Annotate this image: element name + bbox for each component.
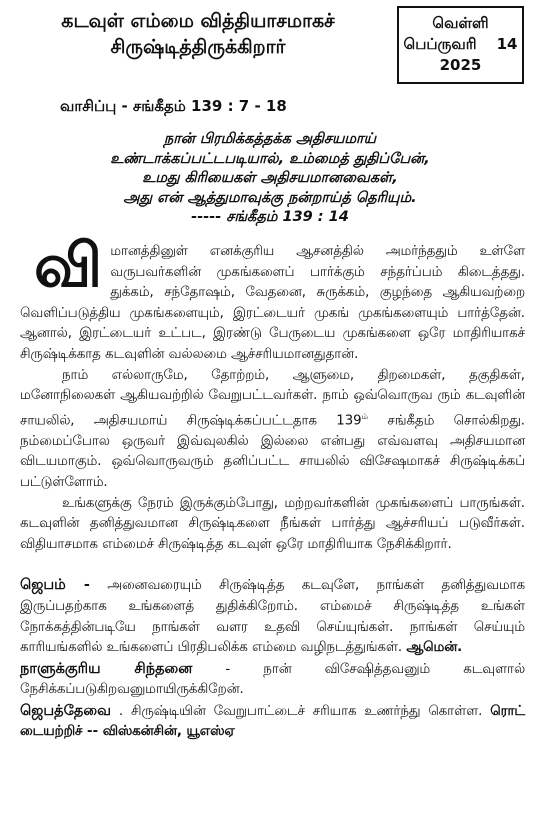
ordinal-suffix: ம் bbox=[361, 411, 369, 421]
date-day: வெள்ளி bbox=[432, 14, 489, 32]
date-month-row bbox=[399, 34, 522, 55]
spacer bbox=[20, 555, 525, 575]
key-verse bbox=[20, 130, 520, 228]
verse-line: உண்டாக்கப்பட்டபடியால், உம்மைத் துதிப்பேன், bbox=[110, 150, 430, 167]
date-number: 14 bbox=[496, 35, 518, 53]
paragraph-2-text-a: நாம் எல்லாருமே, தோற்றம், ஆளுமை, திறமைகள், தகுதிகள், மனோநிலைகள் ஆகியவற்றில் வேறுபட்டவர்கள். நாம் ஒவ்வொருவ ரும் கடவுளின் சாயலில், அதிசயமாய் சிருஷ்டிக்கப்பட்டதாக 139 bbox=[20, 367, 525, 429]
paragraph-1-text: மானத்தினுள் எனக்குரிய ஆசனத்தில் அமர்ந்ததும் உள்ளே வருபவர்களின் முகங்களைப் பார்க்கும் சந்தர்ப்பம் கிடைத்தது. துக்கம், சந்தோஷம், வேதனை, சுருக்கம், குழந்தை ஆகியவற்றை வெளிப்படுத்திய முகங்களையும், இரட்டையர் முகங் முகங்களையும் பார்த்தேன். ஆனால், இரட்டையர் உட்பட, இரண்டு பேருடைய முகங்களை ஒரே மாதிரியாகச் சிருஷ்டிக்காத கடவுளின் வல்லமை ஆச்சரியமானதுதான். bbox=[20, 244, 525, 362]
prayer-topic-label: ஜெபத்தேவை bbox=[20, 702, 111, 719]
date-box bbox=[397, 6, 524, 84]
devotion-title bbox=[18, 8, 378, 60]
prayer-label: ஜெபம் - bbox=[20, 577, 90, 594]
author: ரொட் டையற்றிச் -- விஸ்கன்சின், யூஎஸ்ஏ bbox=[20, 703, 525, 740]
verse-line: நான் பிரமிக்கத்தக்க அதிசயமாய் bbox=[163, 131, 377, 147]
paragraph-3: உங்களுக்கு நேரம் இருக்கும்போது, மற்றவர்களின் முகங்களைப் பாருங்கள். கடவுளின் தனித்துவமான சிருஷ்டிகளை நீங்கள் பார்த்து ஆச்சரியப் படுவீர்கள். விதியாசமாக எம்மைச் சிருஷ்டித்த கடவுள் ஒரே மாதிரியாக நேசிக்கிறார். bbox=[20, 495, 525, 552]
date-month: பெப்ருவரி bbox=[403, 35, 477, 53]
drop-cap: வி bbox=[34, 231, 103, 301]
prayer-topic-text: . சிருஷ்டியின் வேறுபாட்டைச் சரியாக உணர்ந்து கொள்ள. bbox=[110, 703, 491, 719]
paragraph-2 bbox=[20, 366, 525, 494]
prayer-topic bbox=[20, 701, 525, 743]
verse-reference: ----- சங்கீதம் 139 : 14 bbox=[191, 209, 349, 225]
thought-text: - நான் விசேஷித்தவனும் கடவுளால் நேசிக்கப்படுகிறவனுமாயிருக்கிறேன். bbox=[20, 661, 525, 698]
thought-for-day bbox=[20, 659, 525, 701]
date-year: 2025 bbox=[439, 56, 482, 74]
devotion-body bbox=[20, 231, 526, 743]
thought-label: நாளுக்குரிய சிந்தனை bbox=[20, 660, 193, 677]
paragraph-1 bbox=[20, 231, 525, 366]
paragraph-2-text-b: சங்கீதம் சொல்கிறது. நம்மைப்போல ஒருவர் இவ்வுலகில் இல்லை என்பது எவ்வளவு அதிசயமான விடயமாகும். ஒவ்வொருவரும் தனிப்பட்ட சாயலில் விசேஷமாகச் சிருஷ்டிக்கப் பட்டுள்ளோம். bbox=[20, 413, 526, 490]
title-line-2: சிருஷ்டித்திருக்கிறார் bbox=[110, 36, 286, 58]
title-line-1: கடவுள் எம்மை வித்தியாசமாகச் bbox=[61, 10, 335, 32]
scripture-reading: வாசிப்பு - சங்கீதம் 139 : 7 - 18 bbox=[60, 97, 287, 115]
prayer bbox=[20, 575, 525, 658]
amen: ஆமென். bbox=[406, 640, 463, 656]
verse-line: உமது கிரியைகள் அதிசயமானவைகள், bbox=[142, 170, 398, 186]
verse-line: அது என் ஆத்துமாவுக்கு நன்றாய்த் தெரியும். bbox=[123, 189, 417, 206]
prayer-text: அனைவரையும் சிருஷ்டித்த கடவுளே, நாங்கள் தனித்துவமாக இருப்பதற்காக உங்களைத் துதிக்கிறோம். எம்மைச் சிருஷ்டித்த உங்கள் நோக்கத்தின்படியே நாங்கள் வளர உதவி செய்யுங்கள். நாங்கள் செய்யும் காரியங்களில் உங்களைப் பிரதிபலிக்க எம்மை வழிநடத்துங்கள். bbox=[20, 578, 526, 656]
